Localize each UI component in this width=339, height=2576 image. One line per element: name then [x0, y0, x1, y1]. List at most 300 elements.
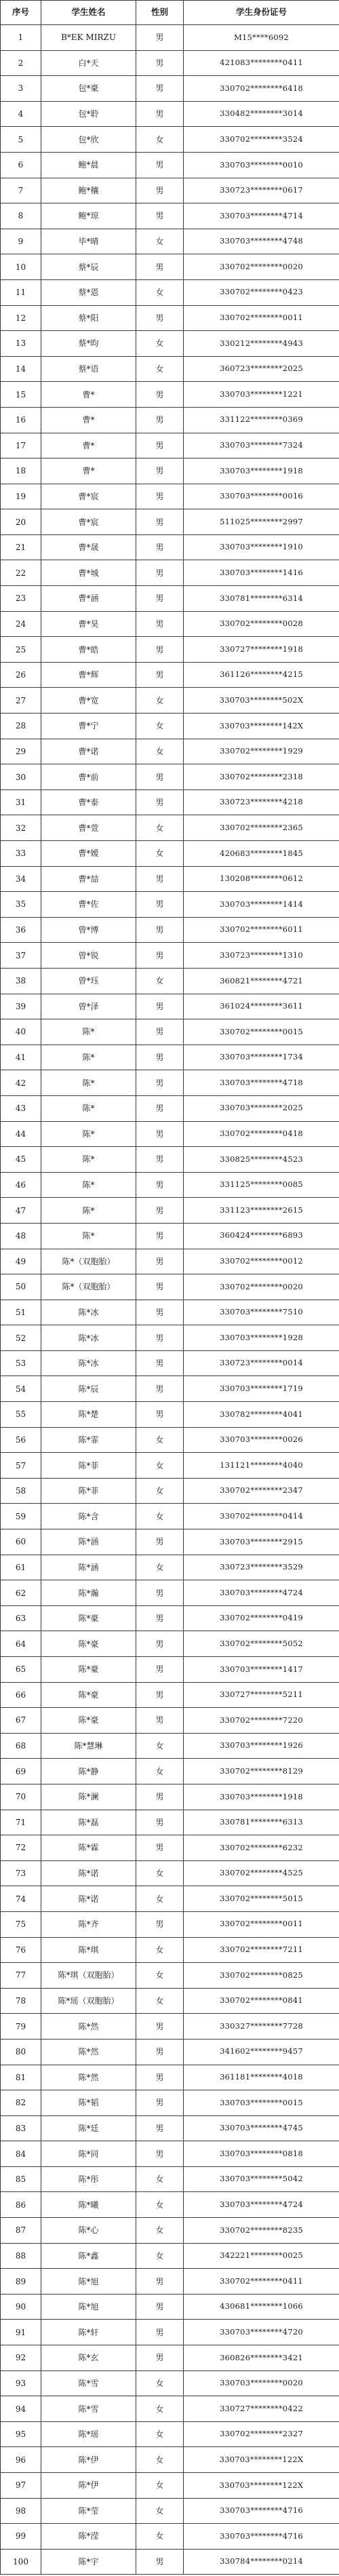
- cell-student-name: 曹*宽: [41, 688, 136, 714]
- table-row: [1, 2039, 339, 2065]
- cell-index: 9: [1, 229, 41, 254]
- cell-index: 32: [1, 815, 41, 841]
- table-row: [1, 2014, 339, 2040]
- cell-student-name: 陈*伊: [41, 2447, 136, 2473]
- cell-index: 23: [1, 586, 41, 612]
- cell-id-number: 330212********4943: [184, 331, 339, 357]
- cell-student-name: 陈*: [41, 1045, 136, 1070]
- cell-gender: 男: [136, 2090, 184, 2116]
- header-row: [1, 1, 339, 25]
- cell-student-name: 陈*雪: [41, 2396, 136, 2422]
- cell-index: 5: [1, 127, 41, 153]
- table-row: [1, 305, 339, 331]
- cell-gender: 女: [136, 1504, 184, 1529]
- table-row: [1, 279, 339, 305]
- cell-index: 21: [1, 534, 41, 560]
- cell-gender: 女: [136, 127, 184, 153]
- cell-id-number: 330702********2318: [184, 764, 339, 790]
- cell-student-name: 包*聆: [41, 101, 136, 127]
- cell-id-number: 330703********1416: [184, 560, 339, 586]
- cell-student-name: 陈*齐: [41, 1911, 136, 1937]
- cell-student-name: 陈*豪: [41, 1682, 136, 1708]
- cell-index: 28: [1, 714, 41, 739]
- cell-id-number: 330784********0214: [184, 2549, 339, 2575]
- table-row: [1, 433, 339, 458]
- cell-student-name: 曹*宸: [41, 509, 136, 535]
- cell-index: 20: [1, 509, 41, 535]
- cell-index: 60: [1, 1529, 41, 1555]
- table-row: [1, 1453, 339, 1479]
- cell-gender: 女: [136, 1937, 184, 1963]
- cell-index: 19: [1, 484, 41, 509]
- table-row: [1, 254, 339, 280]
- cell-id-number: 331125********0085: [184, 1172, 339, 1198]
- cell-student-name: 陈*豪: [41, 1605, 136, 1631]
- cell-index: 52: [1, 1325, 41, 1351]
- table-row: [1, 2218, 339, 2244]
- cell-id-number: 330703********5042: [184, 2166, 339, 2192]
- table-row: [1, 534, 339, 560]
- cell-student-name: 陈*霏: [41, 1427, 136, 1453]
- cell-student-name: 曹*佐: [41, 892, 136, 918]
- cell-gender: 女: [136, 356, 184, 382]
- cell-gender: 男: [136, 203, 184, 229]
- cell-gender: 女: [136, 331, 184, 357]
- table-row: [1, 1325, 339, 1351]
- cell-student-name: 陈*: [41, 1095, 136, 1121]
- table-row: [1, 1784, 339, 1810]
- cell-id-number: 330781********6313: [184, 1810, 339, 1835]
- cell-gender: 男: [136, 2141, 184, 2167]
- cell-index: 97: [1, 2473, 41, 2499]
- cell-gender: 女: [136, 2421, 184, 2447]
- cell-gender: 男: [136, 25, 184, 51]
- cell-index: 53: [1, 1350, 41, 1376]
- cell-id-number: 330702********7220: [184, 1708, 339, 1734]
- table-row: [1, 2090, 339, 2116]
- cell-gender: 男: [136, 866, 184, 892]
- cell-id-number: 330703********0015: [184, 2090, 339, 2116]
- cell-gender: 男: [136, 76, 184, 102]
- table-row: [1, 2370, 339, 2396]
- cell-gender: 男: [136, 560, 184, 586]
- table-row: [1, 560, 339, 586]
- table-row: [1, 2141, 339, 2167]
- cell-student-name: 曹*喆: [41, 866, 136, 892]
- cell-id-number: 361024********3611: [184, 994, 339, 1019]
- cell-student-name: 陈*玄: [41, 2345, 136, 2371]
- table-row: [1, 841, 339, 867]
- cell-student-name: 陈*（双胞胎）: [41, 1249, 136, 1274]
- cell-gender: 女: [136, 968, 184, 994]
- table-row: [1, 1019, 339, 1045]
- cell-gender: 男: [136, 2014, 184, 2040]
- cell-id-number: 330703********0818: [184, 2141, 339, 2167]
- cell-student-name: 陈*: [41, 1172, 136, 1198]
- cell-id-number: 420683********1845: [184, 841, 339, 867]
- cell-id-number: 330702********0423: [184, 279, 339, 305]
- cell-index: 38: [1, 968, 41, 994]
- cell-index: 69: [1, 1759, 41, 1784]
- cell-index: 12: [1, 305, 41, 331]
- cell-index: 36: [1, 917, 41, 943]
- cell-id-number: 330723********0617: [184, 178, 339, 203]
- cell-index: 63: [1, 1605, 41, 1631]
- cell-index: 40: [1, 1019, 41, 1045]
- cell-id-number: 330703********4748: [184, 229, 339, 254]
- cell-index: 14: [1, 356, 41, 382]
- cell-gender: 男: [136, 1911, 184, 1937]
- cell-id-number: 361181********4018: [184, 2065, 339, 2090]
- cell-index: 91: [1, 2320, 41, 2345]
- cell-student-name: 陈*澜: [41, 1784, 136, 1810]
- cell-gender: 男: [136, 1198, 184, 1224]
- table-row: [1, 2294, 339, 2320]
- cell-index: 56: [1, 1427, 41, 1453]
- cell-student-name: 陈*豪: [41, 1631, 136, 1657]
- cell-index: 66: [1, 1682, 41, 1708]
- cell-id-number: 330702********1929: [184, 739, 339, 764]
- cell-index: 1: [1, 25, 41, 51]
- cell-gender: 男: [136, 178, 184, 203]
- cell-gender: 女: [136, 2498, 184, 2524]
- cell-student-name: 陈*韬: [41, 2090, 136, 2116]
- cell-index: 16: [1, 407, 41, 433]
- cell-student-name: 陈*含: [41, 1504, 136, 1529]
- cell-student-name: B*EK MIRZU: [41, 25, 136, 51]
- cell-gender: 男: [136, 1223, 184, 1249]
- cell-id-number: 330703********142X: [184, 714, 339, 739]
- cell-gender: 女: [136, 1860, 184, 1886]
- cell-id-number: 330703********7324: [184, 433, 339, 458]
- cell-gender: 男: [136, 1300, 184, 1325]
- table-row: [1, 1350, 339, 1376]
- cell-student-name: 曾*泽: [41, 994, 136, 1019]
- cell-student-name: 陈*: [41, 1198, 136, 1224]
- cell-gender: 男: [136, 152, 184, 178]
- cell-student-name: 陈*: [41, 1223, 136, 1249]
- cell-gender: 男: [136, 1835, 184, 1861]
- cell-id-number: 330702********0015: [184, 1019, 339, 1045]
- cell-index: 6: [1, 152, 41, 178]
- cell-index: 64: [1, 1631, 41, 1657]
- cell-index: 70: [1, 1784, 41, 1810]
- cell-index: 41: [1, 1045, 41, 1070]
- table-row: [1, 1682, 339, 1708]
- cell-student-name: 鲍*晨: [41, 152, 136, 178]
- cell-index: 77: [1, 1963, 41, 1989]
- cell-gender: 男: [136, 2294, 184, 2320]
- cell-student-name: 陈*楚: [41, 1402, 136, 1428]
- cell-id-number: 330702********0411: [184, 2269, 339, 2295]
- cell-student-name: 鲍*穰: [41, 178, 136, 203]
- cell-gender: 男: [136, 637, 184, 663]
- table-row: [1, 2498, 339, 2524]
- cell-gender: 女: [136, 1453, 184, 1479]
- cell-student-name: 陈*轩: [41, 2320, 136, 2345]
- table-row: [1, 1070, 339, 1096]
- cell-id-number: 330702********3524: [184, 127, 339, 153]
- cell-gender: 男: [136, 789, 184, 815]
- cell-student-name: 鲍*琼: [41, 203, 136, 229]
- cell-id-number: 330727********1918: [184, 637, 339, 663]
- cell-id-number: 330782********4041: [184, 1402, 339, 1428]
- cell-student-name: 蔡*辰: [41, 254, 136, 280]
- cell-id-number: 330723********4218: [184, 789, 339, 815]
- cell-gender: 男: [136, 611, 184, 637]
- cell-id-number: 341602********9457: [184, 2039, 339, 2065]
- table-row: [1, 203, 339, 229]
- cell-id-number: 330702********0012: [184, 1249, 339, 1274]
- cell-gender: 男: [136, 1402, 184, 1428]
- cell-gender: 女: [136, 2473, 184, 2499]
- cell-id-number: 330723********3529: [184, 1555, 339, 1580]
- cell-gender: 男: [136, 1529, 184, 1555]
- cell-student-name: 陈*冰: [41, 1300, 136, 1325]
- cell-student-name: 曹*: [41, 433, 136, 458]
- table-row: [1, 688, 339, 714]
- table-row: [1, 1555, 339, 1580]
- cell-index: 29: [1, 739, 41, 764]
- table-row: [1, 2524, 339, 2550]
- table-row: [1, 509, 339, 535]
- cell-student-name: 陈*: [41, 1147, 136, 1173]
- cell-student-name: 蔡*昀: [41, 331, 136, 357]
- cell-student-name: 白*天: [41, 50, 136, 76]
- cell-student-name: 曹*嫒: [41, 841, 136, 867]
- cell-student-name: 陈*宇: [41, 2549, 136, 2575]
- table-row: [1, 1631, 339, 1657]
- cell-index: 51: [1, 1300, 41, 1325]
- cell-index: 46: [1, 1172, 41, 1198]
- cell-id-number: 330723********0014: [184, 1350, 339, 1376]
- cell-index: 88: [1, 2243, 41, 2269]
- cell-gender: 男: [136, 892, 184, 918]
- cell-id-number: 361126********4215: [184, 662, 339, 688]
- table-row: [1, 50, 339, 76]
- cell-id-number: 330703********4720: [184, 2320, 339, 2345]
- header-name: 学生姓名: [41, 1, 136, 25]
- cell-id-number: 330703********1918: [184, 1784, 339, 1810]
- table-row: [1, 1605, 339, 1631]
- cell-gender: 男: [136, 407, 184, 433]
- cell-student-name: 陈*冰: [41, 1350, 136, 1376]
- cell-id-number: 330703********1918: [184, 458, 339, 484]
- cell-student-name: 曹*辉: [41, 662, 136, 688]
- cell-gender: 女: [136, 1555, 184, 1580]
- table-row: [1, 917, 339, 943]
- cell-student-name: 曹*涵: [41, 586, 136, 612]
- cell-id-number: 330702********0011: [184, 1911, 339, 1937]
- cell-student-name: 曹*萱: [41, 815, 136, 841]
- cell-id-number: 330703********4724: [184, 1580, 339, 1606]
- table-row: [1, 1733, 339, 1759]
- cell-index: 48: [1, 1223, 41, 1249]
- cell-gender: 男: [136, 2549, 184, 2575]
- cell-gender: 男: [136, 2115, 184, 2141]
- cell-student-name: 陈*菲: [41, 1478, 136, 1504]
- table-row: [1, 1274, 339, 1300]
- table-row: [1, 1937, 339, 1963]
- table-row: [1, 611, 339, 637]
- cell-student-name: 陈*瀚: [41, 1580, 136, 1606]
- cell-gender: 男: [136, 1376, 184, 1402]
- table-row: [1, 1172, 339, 1198]
- cell-id-number: 511025********2997: [184, 509, 339, 535]
- cell-index: 73: [1, 1860, 41, 1886]
- cell-id-number: 330703********0016: [184, 484, 339, 509]
- cell-index: 4: [1, 101, 41, 127]
- cell-index: 50: [1, 1274, 41, 1300]
- table-row: [1, 484, 339, 509]
- cell-gender: 男: [136, 586, 184, 612]
- cell-id-number: 330703********4716: [184, 2498, 339, 2524]
- cell-id-number: 330702********7211: [184, 1937, 339, 1963]
- cell-gender: 男: [136, 2345, 184, 2371]
- cell-gender: 女: [136, 2370, 184, 2396]
- table-row: [1, 637, 339, 663]
- cell-gender: 男: [136, 1019, 184, 1045]
- cell-gender: 男: [136, 662, 184, 688]
- cell-gender: 女: [136, 2447, 184, 2473]
- cell-id-number: 330703********1734: [184, 1045, 339, 1070]
- cell-index: 74: [1, 1886, 41, 1912]
- table-row: [1, 1249, 339, 1274]
- cell-gender: 男: [136, 254, 184, 280]
- cell-gender: 男: [136, 2320, 184, 2345]
- table-row: [1, 1911, 339, 1937]
- cell-id-number: 330702********0419: [184, 1605, 339, 1631]
- table-row: [1, 1402, 339, 1428]
- cell-student-name: 陈*慧琳: [41, 1733, 136, 1759]
- cell-student-name: 陈*琪: [41, 1937, 136, 1963]
- cell-id-number: 330702********0418: [184, 1121, 339, 1147]
- table-row: [1, 866, 339, 892]
- table-row: [1, 101, 339, 127]
- cell-id-number: 330702********0414: [184, 1504, 339, 1529]
- cell-index: 18: [1, 458, 41, 484]
- cell-index: 57: [1, 1453, 41, 1479]
- table-row: [1, 2345, 339, 2371]
- table-row: [1, 1759, 339, 1784]
- cell-student-name: 陈*同: [41, 2141, 136, 2167]
- cell-student-name: 陈*鑫: [41, 2243, 136, 2269]
- cell-gender: 女: [136, 1427, 184, 1453]
- cell-id-number: 330702********8235: [184, 2218, 339, 2244]
- cell-id-number: 330703********122X: [184, 2447, 339, 2473]
- table-row: [1, 1376, 339, 1402]
- cell-student-name: 陈*然: [41, 2065, 136, 2090]
- cell-id-number: 330702********2327: [184, 2421, 339, 2447]
- cell-index: 39: [1, 994, 41, 1019]
- cell-gender: 男: [136, 1274, 184, 1300]
- cell-id-number: 330703********1221: [184, 382, 339, 408]
- cell-student-name: 陈*: [41, 1070, 136, 1096]
- cell-student-name: 蔡*阳: [41, 305, 136, 331]
- cell-id-number: 330702********0011: [184, 305, 339, 331]
- cell-index: 75: [1, 1911, 41, 1937]
- cell-gender: 女: [136, 2218, 184, 2244]
- cell-index: 10: [1, 254, 41, 280]
- table-row: [1, 714, 339, 739]
- cell-gender: 男: [136, 1708, 184, 1734]
- cell-id-number: 330727********0422: [184, 2396, 339, 2422]
- cell-student-name: 陈*心: [41, 2218, 136, 2244]
- cell-student-name: 陈*旭: [41, 2269, 136, 2295]
- cell-gender: 男: [136, 2269, 184, 2295]
- cell-student-name: 陈*静: [41, 1759, 136, 1784]
- cell-gender: 女: [136, 229, 184, 254]
- cell-index: 82: [1, 2090, 41, 2116]
- cell-gender: 男: [136, 509, 184, 535]
- table-row: [1, 229, 339, 254]
- cell-gender: 男: [136, 1784, 184, 1810]
- table-row: [1, 1580, 339, 1606]
- cell-gender: 女: [136, 815, 184, 841]
- cell-id-number: 330703********0010: [184, 152, 339, 178]
- cell-index: 33: [1, 841, 41, 867]
- cell-student-name: 曹*: [41, 382, 136, 408]
- cell-id-number: 330702********2347: [184, 1478, 339, 1504]
- table-row: [1, 968, 339, 994]
- cell-id-number: 331122********0369: [184, 407, 339, 433]
- cell-gender: 男: [136, 50, 184, 76]
- cell-index: 93: [1, 2370, 41, 2396]
- cell-index: 90: [1, 2294, 41, 2320]
- cell-index: 65: [1, 1657, 41, 1683]
- cell-id-number: 360723********2025: [184, 356, 339, 382]
- cell-id-number: 330702********6011: [184, 917, 339, 943]
- header-index: 序号: [1, 1, 41, 25]
- table-row: [1, 2396, 339, 2422]
- cell-id-number: 330703********1414: [184, 892, 339, 918]
- cell-index: 3: [1, 76, 41, 102]
- cell-id-number: 330702********6418: [184, 76, 339, 102]
- cell-gender: 女: [136, 1759, 184, 1784]
- cell-gender: 男: [136, 1682, 184, 1708]
- table-row: [1, 1504, 339, 1529]
- cell-student-name: 陈*涵: [41, 1555, 136, 1580]
- cell-student-name: 曾*博: [41, 917, 136, 943]
- cell-id-number: 330702********2365: [184, 815, 339, 841]
- cell-id-number: 330703********1910: [184, 534, 339, 560]
- cell-index: 34: [1, 866, 41, 892]
- table-row: [1, 764, 339, 790]
- cell-id-number: 330482********3014: [184, 101, 339, 127]
- cell-student-name: 包*欣: [41, 127, 136, 153]
- cell-student-name: 曹*宸: [41, 484, 136, 509]
- cell-gender: 男: [136, 458, 184, 484]
- cell-index: 61: [1, 1555, 41, 1580]
- cell-gender: 女: [136, 739, 184, 764]
- cell-student-name: 曾*珏: [41, 968, 136, 994]
- cell-gender: 女: [136, 688, 184, 714]
- cell-student-name: 陈*涵: [41, 1529, 136, 1555]
- cell-index: 80: [1, 2039, 41, 2065]
- cell-student-name: 陈*莹: [41, 2498, 136, 2524]
- cell-index: 17: [1, 433, 41, 458]
- cell-id-number: 330703********2025: [184, 1095, 339, 1121]
- table-row: [1, 152, 339, 178]
- cell-gender: 男: [136, 1657, 184, 1683]
- table-row: [1, 789, 339, 815]
- cell-index: 35: [1, 892, 41, 918]
- cell-student-name: 陈*诺: [41, 1886, 136, 1912]
- cell-id-number: 330703********122X: [184, 2473, 339, 2499]
- cell-student-name: 曹*前: [41, 764, 136, 790]
- cell-index: 42: [1, 1070, 41, 1096]
- cell-id-number: 330703********4714: [184, 203, 339, 229]
